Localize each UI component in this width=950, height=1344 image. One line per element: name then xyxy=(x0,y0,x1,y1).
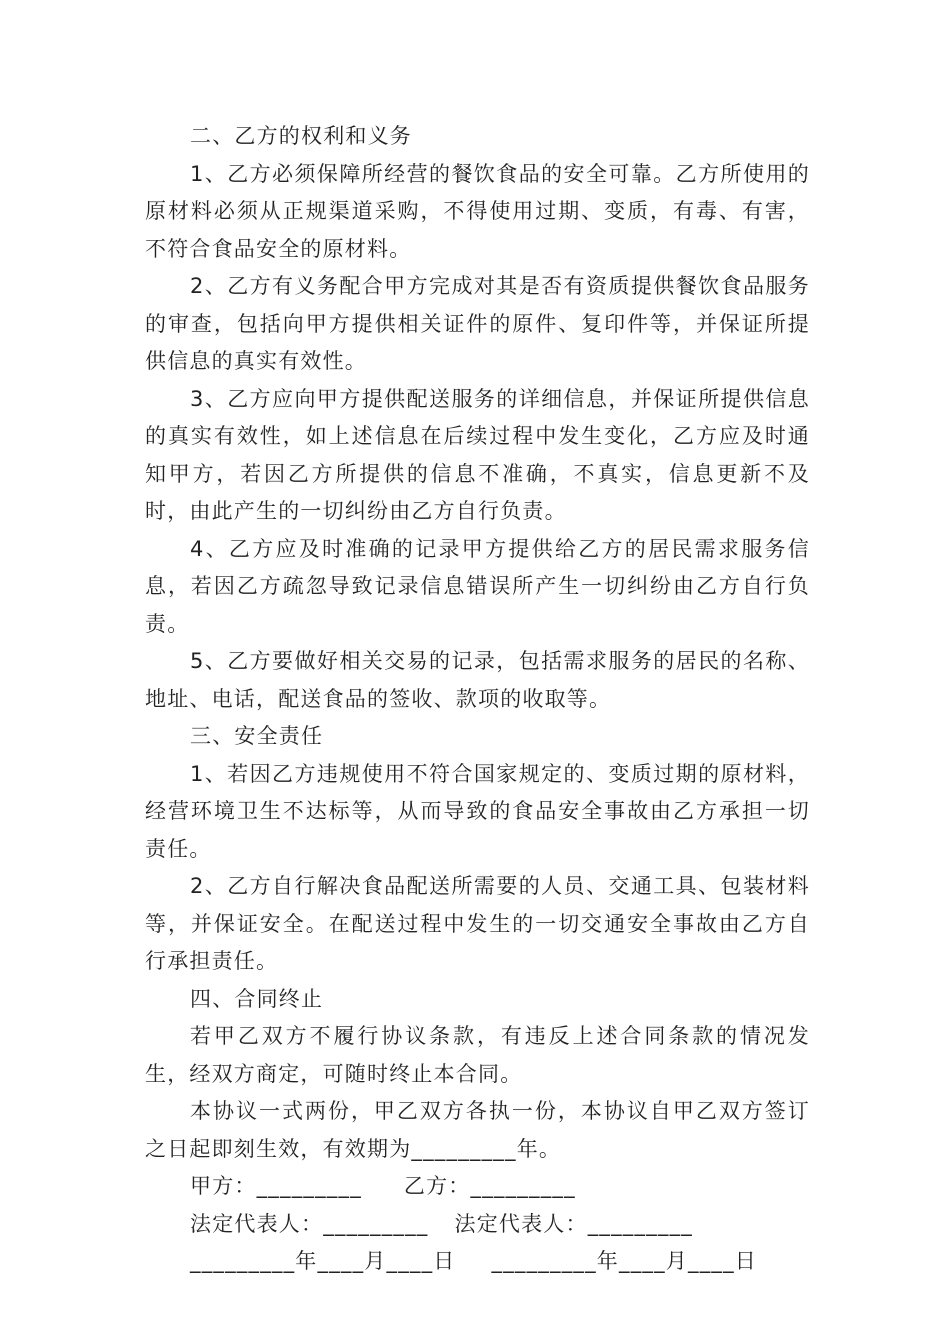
document-body xyxy=(145,118,810,1281)
clause-paragraph: 2、乙方有义务配合甲方完成对其是否有资质提供餐饮食品服务的审查，包括向甲方提供相关证件的原件、复印件等，并保证所提供信息的真实有效性。 xyxy=(145,274,810,373)
clause-paragraph: 本协议一式两份，甲乙双方各执一份，本协议自甲乙双方签订之日起即刻生效，有效期为_________年。 xyxy=(145,1099,810,1161)
clause-paragraph: 3、乙方应向甲方提供配送服务的详细信息，并保证所提供信息的真实有效性，如上述信息在后续过程中发生变化，乙方应及时通知甲方，若因乙方所提供的信息不准确，不真实，信息更新不及时，由此产生的一切纠纷由乙方自行负责。 xyxy=(145,386,810,523)
section-heading: 二、乙方的权利和义务 xyxy=(190,124,412,148)
clause-paragraph: 2、乙方自行解决食品配送所需要的人员、交通工具、包装材料等，并保证安全。在配送过程中发生的一切交通安全事故由乙方自行承担责任。 xyxy=(145,874,810,973)
party-b-representative: 法定代表人：_________ xyxy=(454,1211,693,1236)
clause-paragraph: 1、若因乙方违规使用不符合国家规定的、变质过期的原材料，经营环境卫生不达标等，从而导致的食品安全事故由乙方承担一切责任。 xyxy=(145,761,810,861)
signature-date-line xyxy=(145,1243,810,1281)
signature-party-line xyxy=(145,1168,810,1206)
party-b-signature: 乙方：_________ xyxy=(403,1174,576,1198)
party-a-signature: 甲方：_________ xyxy=(190,1174,362,1198)
party-b-date: _________年____月____日 xyxy=(491,1249,757,1273)
section-heading: 三、安全责任 xyxy=(190,724,324,748)
section-heading: 四、合同终止 xyxy=(190,986,324,1011)
party-a-date: _________年____月____日 xyxy=(190,1249,456,1273)
signature-representative-line xyxy=(145,1206,810,1244)
clause-paragraph: 1、乙方必须保障所经营的餐饮食品的安全可靠。乙方所使用的原材料必须从正规渠道采购，不得使用过期、变质，有毒、有害，不符合食品安全的原材料。 xyxy=(145,161,810,261)
clause-paragraph: 4、乙方应及时准确的记录甲方提供给乙方的居民需求服务信息，若因乙方疏忽导致记录信息错误所产生一切纠纷由乙方自行负责。 xyxy=(145,536,810,636)
clause-paragraph: 若甲乙双方不履行协议条款，有违反上述合同条款的情况发生，经双方商定，可随时终止本合同。 xyxy=(145,1024,810,1086)
party-a-representative: 法定代表人：_________ xyxy=(190,1211,429,1236)
clause-paragraph: 5、乙方要做好相关交易的记录，包括需求服务的居民的名称、地址、电话，配送食品的签收、款项的收取等。 xyxy=(145,649,810,711)
